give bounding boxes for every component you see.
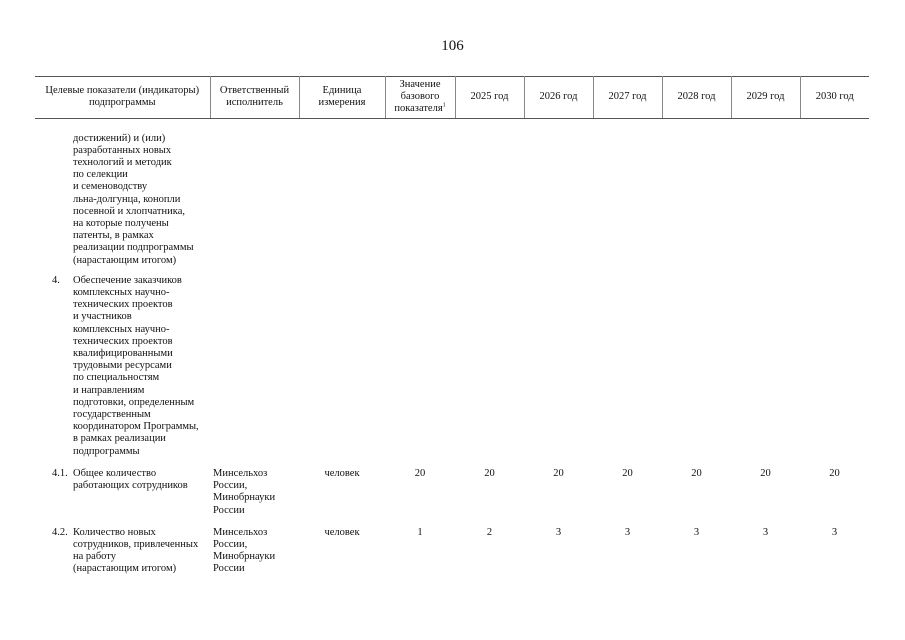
cell-year-value: 3 [555, 526, 562, 538]
cell-year-value: 20 [484, 467, 495, 479]
cell-year-value: 2 [486, 526, 493, 538]
indicators-table [35, 76, 869, 576]
row-name-line: по специальностям [73, 372, 160, 384]
page-number: 106 [441, 38, 464, 54]
cell-year-value [455, 118, 524, 267]
header-year-2027: 2027 год [593, 77, 662, 119]
name-cell-wrap [38, 468, 207, 492]
table-row [35, 517, 869, 576]
row-name-line: (нарастающим итогом) [73, 563, 177, 575]
cell-year-value: 20 [760, 467, 771, 479]
cell-year-value [524, 267, 593, 458]
cell-year-value [593, 267, 662, 458]
row-name-line: достижений) и (или) [73, 132, 166, 144]
cell-year-value: 3 [831, 526, 838, 538]
cell-year-value: 3 [693, 526, 700, 538]
cell-year-value: 20 [553, 467, 564, 479]
row-name-line: сотрудников, привлеченных [73, 538, 199, 550]
row-name-line: в рамках реализации [73, 433, 166, 445]
responsible-line: Минобрнауки [213, 551, 276, 563]
responsible-line: Минсельхоз [213, 526, 268, 538]
row-number: 4. [52, 274, 60, 286]
row-name-line: Общее количество [73, 467, 157, 479]
row-name-line: подготовки, определенным [73, 396, 195, 408]
cell-responsible [210, 118, 299, 267]
row-name-line: и участников [73, 311, 132, 323]
row-name-line: и семеноводству [73, 181, 148, 193]
responsible-line: России, [213, 538, 248, 550]
table-header-row [35, 77, 869, 119]
responsible-line: России [213, 504, 245, 516]
row-name-line: трудовыми ресурсами [73, 360, 172, 372]
row-name-line: по селекции [73, 169, 128, 181]
row-name-line: реализации подпрограммы [73, 242, 194, 254]
cell-year-value: 20 [622, 467, 633, 479]
row-name-line: государственным [73, 409, 151, 421]
cell-year-value [455, 267, 524, 458]
row-number: 4.2. [52, 526, 68, 538]
row-name-line: технических проектов [73, 299, 173, 311]
row-name-line: и направлениям [73, 384, 145, 396]
cell-name [35, 458, 210, 517]
cell-name [35, 517, 210, 576]
responsible-line: Минсельхоз [213, 467, 268, 479]
table-row [35, 458, 869, 517]
cell-responsible [210, 517, 299, 576]
responsible-line: России, [213, 480, 248, 492]
cell-year-value: 20 [829, 467, 840, 479]
cell-year-value [800, 267, 869, 458]
cell-responsible [210, 267, 299, 458]
row-name-line: на которые получены [73, 218, 169, 230]
cell-unit [299, 118, 385, 267]
cell-year-value [662, 267, 731, 458]
cell-base-value [385, 118, 455, 267]
row-name [73, 527, 207, 576]
row-name-line: льна-долгунца, конопли [73, 193, 181, 205]
row-name-line: работающих сотрудников [73, 480, 188, 492]
row-name-line: технологий и методик [73, 157, 172, 169]
row-name-line: подпрограммы [73, 445, 140, 457]
name-cell-wrap [38, 133, 207, 267]
row-name [73, 133, 207, 267]
table-row [35, 118, 869, 267]
cell-year-value: 3 [762, 526, 769, 538]
cell-year-value [731, 118, 800, 267]
cell-name [35, 267, 210, 458]
cell-base-value: 20 [414, 467, 426, 479]
row-name-line: разработанных новых [73, 144, 172, 156]
header-unit: Единица измерения [299, 77, 385, 119]
cell-year-value: 20 [691, 467, 702, 479]
row-number [38, 133, 73, 267]
table-body [35, 118, 869, 575]
table-row [35, 267, 869, 458]
header-base-value-text: Значение базового показателя [394, 79, 443, 115]
header-year-2026: 2026 год [524, 77, 593, 119]
row-name-line: (нарастающим итогом) [73, 254, 177, 266]
cell-year-value [593, 118, 662, 267]
header-year-2025: 2025 год [455, 77, 524, 119]
row-name-line: Обеспечение заказчиков [73, 274, 182, 286]
cell-year-value [731, 267, 800, 458]
row-name [73, 275, 207, 458]
row-number: 4.1. [52, 467, 68, 479]
row-name-line: на работу [73, 551, 116, 563]
cell-year-value: 3 [624, 526, 631, 538]
row-name-line: Количество новых [73, 526, 156, 538]
cell-unit: человек [324, 467, 360, 479]
row-name-line: комплексных научно- [73, 287, 170, 299]
name-cell-wrap [38, 527, 207, 576]
name-cell-wrap [38, 275, 207, 458]
row-name-line: квалифицированными [73, 348, 173, 360]
cell-responsible [210, 458, 299, 517]
cell-base-value: 1 [417, 526, 423, 538]
header-name: Целевые показатели (индикаторы) подпрограммы [35, 77, 210, 119]
row-name-line: координатором Программы, [73, 421, 199, 433]
cell-unit [299, 267, 385, 458]
header-responsible: Ответственный исполнитель [210, 77, 299, 119]
cell-year-value [524, 118, 593, 267]
cell-base-value [385, 267, 455, 458]
row-name-line: патенты, в рамках [73, 230, 154, 242]
cell-year-value [800, 118, 869, 267]
responsible-line: России [213, 563, 245, 575]
responsible-line: Минобрнауки [213, 492, 276, 504]
header-year-2029: 2029 год [731, 77, 800, 119]
row-name-line: посевной и хлопчатника, [73, 205, 185, 217]
row-name-line: комплексных научно- [73, 323, 170, 335]
row-name-line: технических проектов [73, 335, 173, 347]
cell-name [35, 118, 210, 267]
header-base-value [385, 77, 455, 119]
cell-year-value [662, 118, 731, 267]
header-year-2028: 2028 год [662, 77, 731, 119]
header-year-2030: 2030 год [800, 77, 869, 119]
cell-unit: человек [324, 526, 360, 538]
row-name [73, 468, 207, 492]
footnote-mark: 1 [442, 102, 446, 109]
